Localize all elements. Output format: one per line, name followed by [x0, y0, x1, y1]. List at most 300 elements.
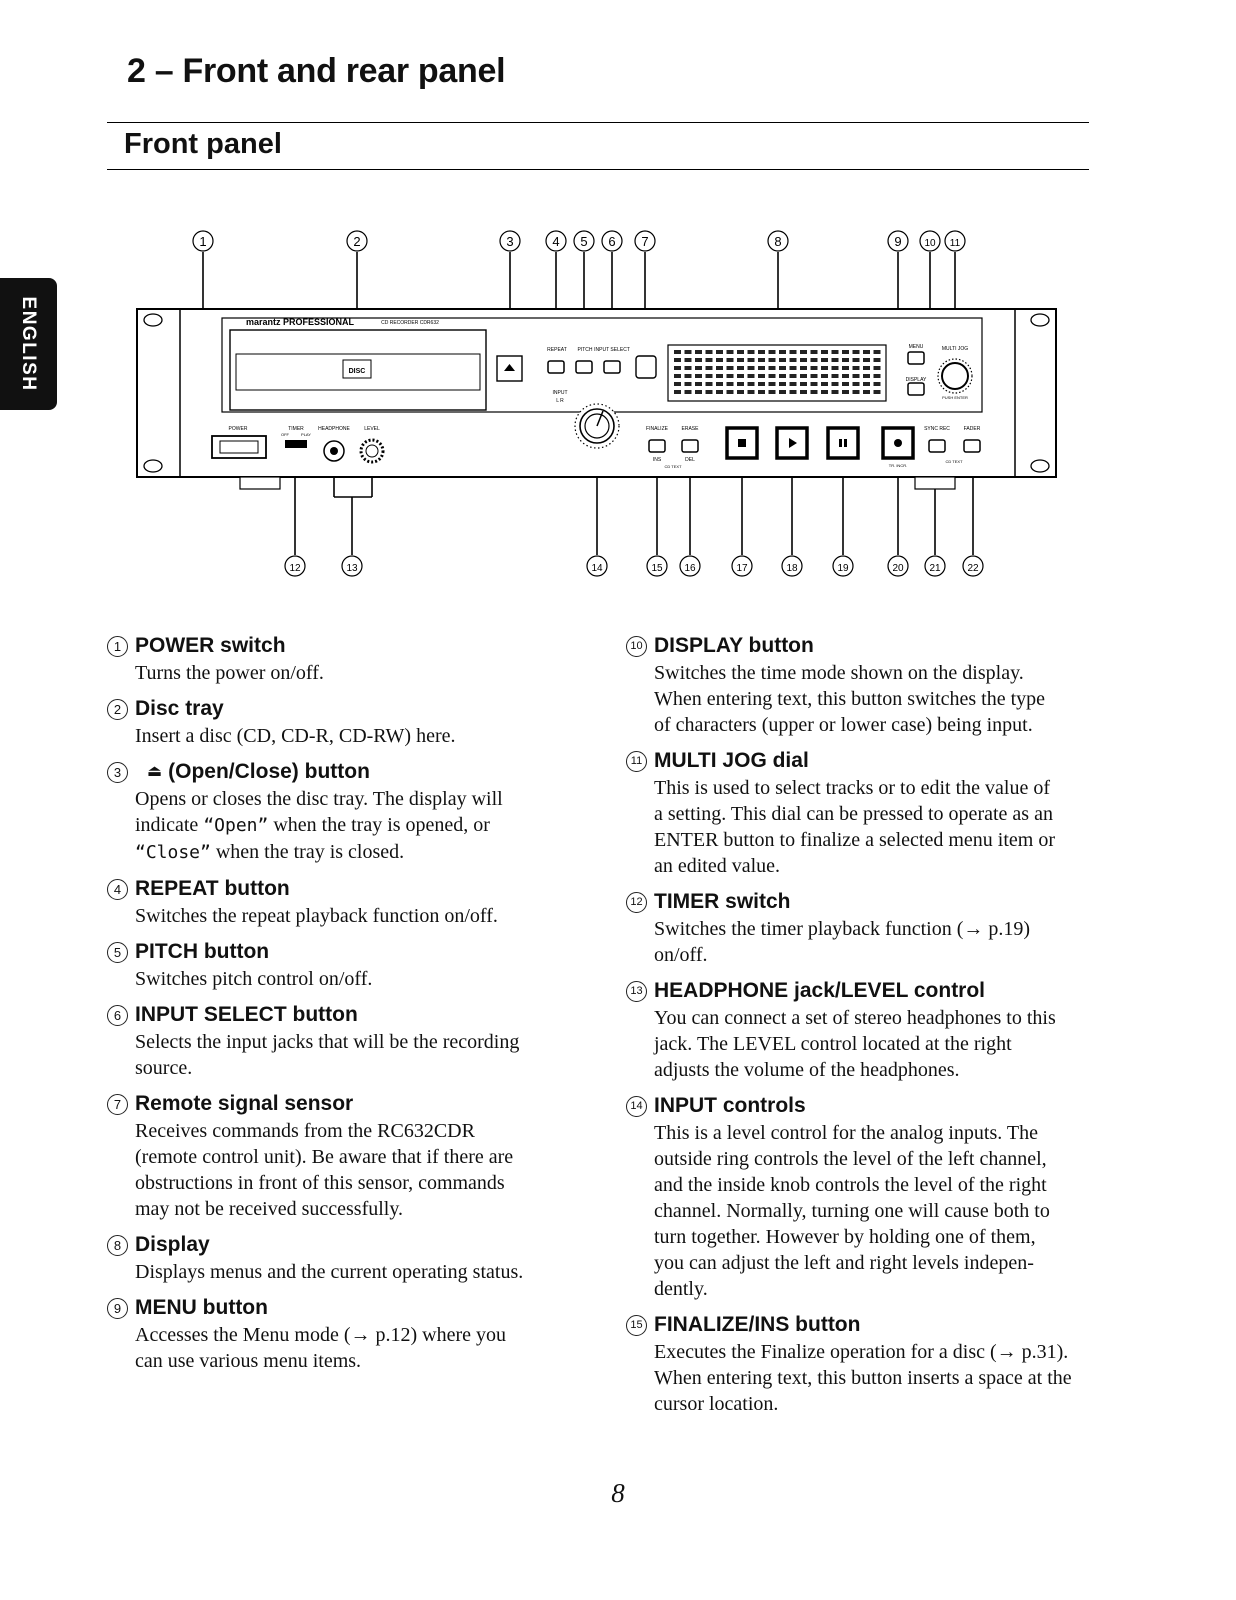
menu-label: MENU: [908, 344, 924, 350]
callout-number-22: 22: [967, 563, 979, 574]
item-number: 5: [107, 942, 128, 963]
display-segment: [769, 390, 776, 394]
display-segment: [685, 390, 692, 394]
model-label: CD RECORDER CDR632: [381, 320, 439, 326]
item-number: 2: [107, 699, 128, 720]
cd-text-label-left: CD TEXT: [664, 464, 682, 469]
display-segment: [674, 382, 681, 386]
menu-button: [908, 352, 924, 364]
item-1: [107, 632, 567, 686]
display-segment: [842, 390, 849, 394]
display-segment: [685, 382, 692, 386]
display-segment: [695, 366, 702, 370]
description-line: you can adjust the left and right levels indepen-: [654, 1252, 1034, 1274]
display-segment: [769, 382, 776, 386]
item-6: [107, 1001, 567, 1081]
item-title: PITCH button: [135, 940, 270, 963]
item-heading: [107, 1294, 567, 1322]
display-segment: [716, 374, 723, 378]
pause-icon: [839, 439, 842, 447]
callout-number-14: 14: [591, 563, 603, 574]
mount-hole: [1031, 460, 1049, 472]
display-segment: [769, 350, 776, 354]
item-title: POWER switch: [135, 634, 286, 657]
description-line: Selects the input jacks that will be the recording: [135, 1031, 520, 1053]
callout-number-9: 9: [894, 234, 902, 249]
pause-icon: [844, 439, 847, 447]
display-segment: [674, 390, 681, 394]
headphone-jack-hole: [330, 447, 338, 455]
item-description: [654, 660, 1086, 738]
item-heading: [107, 632, 567, 660]
item-heading: [107, 1001, 567, 1029]
display-segment: [821, 350, 828, 354]
subsection-title: Front panel: [124, 128, 282, 160]
item-heading: [107, 695, 567, 723]
description-line: cursor location.: [654, 1393, 779, 1415]
display-segment: [790, 374, 797, 378]
item-title: REPEAT button: [135, 877, 290, 900]
display-segment: [727, 350, 734, 354]
description-line: Switches the time mode shown on the display.: [654, 662, 1024, 684]
display-segment: [842, 374, 849, 378]
description-line: of characters (upper or lower case) being input.: [654, 714, 1033, 736]
item-heading: [107, 938, 567, 966]
callout-number-15: 15: [651, 563, 663, 574]
finalize-label: FINALIZE: [646, 426, 668, 432]
sync-rec-button: [929, 440, 945, 452]
display-segment: [863, 374, 870, 378]
description-line: You can connect a set of stereo headphones to this: [654, 1007, 1056, 1029]
item-description: [135, 660, 567, 686]
multi-jog-label: MULTI JOG: [941, 346, 969, 352]
input-label: INPUT: [552, 390, 568, 396]
item-description: [654, 1120, 1086, 1302]
erase-label: ERASE: [681, 426, 699, 432]
item-number: 11: [626, 751, 647, 772]
display-button: [908, 383, 924, 395]
device-front-panel: [137, 309, 1056, 489]
callout-number-8: 8: [774, 234, 782, 249]
description-line: ENTER button to finalize a selected menu item or: [654, 829, 1055, 851]
item-description: [135, 966, 567, 992]
display-segment: [685, 366, 692, 370]
item-title: FINALIZE/INS button: [654, 1313, 861, 1336]
display-segment: [811, 390, 818, 394]
display-segment: [853, 374, 860, 378]
description-text: “Close”: [135, 842, 211, 863]
display-segment: [811, 358, 818, 362]
item-title: HEADPHONE jack/LEVEL control: [654, 979, 986, 1002]
item-number: 14: [626, 1096, 647, 1117]
mount-hole: [1031, 314, 1049, 326]
display-segment: [769, 366, 776, 370]
display-segment: [863, 366, 870, 370]
display-segment: [748, 374, 755, 378]
language-tab-label: ENGLISH: [18, 296, 39, 392]
item-number: 13: [626, 981, 647, 1002]
item-title: INPUT SELECT button: [135, 1003, 358, 1026]
item-title: TIMER switch: [654, 890, 791, 913]
display-segment: [758, 374, 765, 378]
display-segment: [790, 350, 797, 354]
description-text: Opens or closes the disc tray. The display will: [135, 788, 503, 810]
display-segment: [842, 382, 849, 386]
callout-number-16: 16: [684, 563, 696, 574]
item-number: 6: [107, 1005, 128, 1026]
display-segment: [674, 358, 681, 362]
item-number: 8: [107, 1235, 128, 1256]
display-segment: [706, 390, 713, 394]
item-3: [107, 758, 567, 866]
display-segment: [779, 358, 786, 362]
pause-button: [828, 428, 858, 458]
item-14: [626, 1092, 1086, 1302]
item-8: [107, 1231, 567, 1285]
item-description: [135, 1259, 567, 1285]
description-text: indicate: [135, 814, 204, 836]
description-line: Switches pitch control on/off.: [135, 968, 373, 990]
item-number: 10: [626, 636, 647, 657]
level-label: LEVEL: [364, 426, 380, 432]
description-line: an edited value.: [654, 855, 781, 877]
display-segment: [769, 358, 776, 362]
timer-switch: [285, 440, 307, 448]
display-segment: [685, 358, 692, 362]
item-heading: [107, 758, 567, 786]
callout-number-18: 18: [786, 563, 798, 574]
display-segment: [821, 374, 828, 378]
multi-jog-dial: [942, 363, 968, 389]
item-11: [626, 747, 1086, 879]
page-number: 8: [611, 1478, 625, 1508]
erase-button: [682, 440, 698, 452]
display-segment: [695, 382, 702, 386]
repeat-button: [548, 361, 564, 373]
left-description-column: [107, 632, 567, 1383]
description-line: obstructions in front of this sensor, commands: [135, 1172, 505, 1194]
display-segment: [779, 366, 786, 370]
stop-icon: [738, 439, 746, 447]
display-segment: [716, 366, 723, 370]
display-segment: [853, 350, 860, 354]
fader-label: FADER: [963, 426, 981, 432]
timer-play-label: PLAY: [301, 432, 311, 437]
callout-number-7: 7: [641, 234, 649, 249]
display-segment: [716, 358, 723, 362]
callout-number-10: 10: [924, 238, 936, 249]
item-13: [626, 977, 1086, 1083]
brand-label: marantz PROFESSIONAL: [245, 317, 355, 327]
display-segment: [874, 350, 881, 354]
input-select-label: INPUT SELECT: [594, 347, 630, 353]
display-segment: [874, 374, 881, 378]
display-segment: [716, 350, 723, 354]
timer-label: TIMER: [288, 426, 304, 432]
description-line: When entering text, this button switches the type: [654, 688, 1046, 710]
display-segment: [832, 350, 839, 354]
display-segment: [790, 382, 797, 386]
item-title: MENU button: [135, 1296, 268, 1319]
display-segment: [821, 390, 828, 394]
ins-label: INS: [652, 457, 662, 463]
description-line: channel. Normally, turning one will cause both to: [654, 1200, 1050, 1222]
display-segment: [758, 358, 765, 362]
top-callouts: [193, 231, 965, 251]
display-segment: [853, 358, 860, 362]
display-segment: [758, 390, 765, 394]
foot-right: [915, 477, 955, 489]
item-2: [107, 695, 567, 749]
display-segment: [706, 382, 713, 386]
finalize-button: [649, 440, 665, 452]
description-line: Displays menus and the current operating status.: [135, 1261, 524, 1283]
callout-number-5: 5: [580, 234, 588, 249]
push-enter-label: PUSH ENTER: [942, 395, 968, 400]
input-lr-label: L R: [556, 398, 564, 404]
item-heading: [626, 888, 1086, 916]
callout-number-12: 12: [289, 563, 301, 574]
display-segment: [727, 390, 734, 394]
description-line: can use various menu items.: [135, 1350, 362, 1372]
display-segment: [685, 350, 692, 354]
callout-number-1: 1: [199, 234, 207, 249]
item-title: (Open/Close) button: [168, 760, 370, 783]
timer-off-label: OFF: [281, 432, 289, 437]
item-description: [135, 786, 567, 866]
display-segment: [706, 350, 713, 354]
description-line: source.: [135, 1057, 193, 1079]
item-heading: [626, 632, 1086, 660]
item-heading: [626, 1311, 1086, 1339]
item-number: 1: [107, 636, 128, 657]
display-segment: [779, 382, 786, 386]
display-segment: [811, 350, 818, 354]
item-title: Remote signal sensor: [135, 1092, 354, 1115]
bottom-callouts: [285, 556, 983, 576]
item-description: [654, 916, 1086, 968]
item-5: [107, 938, 567, 992]
display-segment: [842, 358, 849, 362]
display-segment: [821, 358, 828, 362]
display-segment: [863, 382, 870, 386]
display-segment: [779, 390, 786, 394]
display-segment: [863, 358, 870, 362]
level-knob-center: [366, 445, 378, 457]
display-segment: [832, 358, 839, 362]
item-description: [654, 1005, 1086, 1083]
item-description: [135, 1322, 567, 1374]
display-segment: [800, 358, 807, 362]
display-segment: [832, 374, 839, 378]
description-text: when the tray is closed.: [210, 841, 405, 863]
display-segment: [706, 374, 713, 378]
description-line: Switches the repeat playback function on/off.: [135, 905, 498, 927]
mount-hole: [144, 460, 162, 472]
display-segment: [727, 366, 734, 370]
display-segment: [685, 374, 692, 378]
description-line: Insert a disc (CD, CD-R, CD-RW) here.: [135, 725, 456, 747]
item-12: [626, 888, 1086, 968]
display-segment: [674, 374, 681, 378]
display-segment: [769, 374, 776, 378]
foot-left: [240, 477, 280, 489]
item-number: 7: [107, 1094, 128, 1115]
callout-number-3: 3: [506, 234, 514, 249]
display-segment: [811, 366, 818, 370]
description-line: Accesses the Menu mode (→ p.12) where you: [135, 1324, 507, 1346]
display-segment: [842, 350, 849, 354]
input-select-button: [604, 361, 620, 373]
pitch-label: PITCH: [577, 347, 593, 353]
display-segment: [790, 366, 797, 370]
description-line: Receives commands from the RC632CDR: [135, 1120, 475, 1142]
display-segment: [832, 390, 839, 394]
item-number: 3: [107, 762, 128, 783]
fader-button: [964, 440, 980, 452]
item-title: MULTI JOG dial: [654, 749, 809, 772]
description-line: Turns the power on/off.: [135, 662, 324, 684]
description-line: on/off.: [654, 944, 708, 966]
display-segment: [748, 350, 755, 354]
right-description-column: [626, 632, 1086, 1426]
item-7: [107, 1090, 567, 1222]
item-title: Display: [135, 1233, 210, 1256]
power-label: POWER: [228, 426, 248, 432]
item-heading: [107, 1231, 567, 1259]
callout-number-6: 6: [608, 234, 616, 249]
callout-number-11: 11: [949, 238, 961, 249]
callout-number-4: 4: [552, 234, 560, 249]
item-description: [135, 1118, 567, 1222]
display-segment: [737, 366, 744, 370]
description-line: (remote control unit). Be aware that if there are: [135, 1146, 514, 1168]
display-segment: [737, 374, 744, 378]
item-9: [107, 1294, 567, 1374]
description-line: Switches the timer playback function (→ p.19): [654, 918, 1031, 940]
description-text: when the tray is opened, or: [268, 814, 490, 836]
display-segment: [748, 390, 755, 394]
callout-number-2: 2: [353, 234, 361, 249]
display-segment: [758, 382, 765, 386]
item-number: 15: [626, 1315, 647, 1336]
del-label: DEL: [685, 457, 695, 463]
display-segment: [737, 382, 744, 386]
description-line: When entering text, this button inserts a space at the: [654, 1367, 1072, 1389]
display-segment: [748, 358, 755, 362]
mount-hole: [144, 314, 162, 326]
item-title: INPUT controls: [654, 1094, 806, 1117]
display-segment: [737, 350, 744, 354]
display-segment: [800, 390, 807, 394]
display-segment: [674, 366, 681, 370]
display-segment: [832, 382, 839, 386]
description-line: a setting. This dial can be pressed to operate as an: [654, 803, 1053, 825]
display-segment: [821, 366, 828, 370]
sync-rec-label: SYNC REC: [924, 426, 950, 432]
repeat-label: REPEAT: [547, 347, 567, 353]
display-segment: [727, 382, 734, 386]
eject-icon: ⏏: [147, 763, 163, 780]
description-line: turn together. However by holding one of them,: [654, 1226, 1036, 1248]
display-segment: [790, 358, 797, 362]
display-segment: [706, 358, 713, 362]
cd-text-label-right: CD TEXT: [945, 459, 963, 464]
description-text: “Open”: [203, 815, 269, 836]
item-heading: [107, 1090, 567, 1118]
display-button-label: DISPLAY: [905, 377, 927, 383]
display-segment: [695, 358, 702, 362]
display-segment: [748, 366, 755, 370]
display-segment: [748, 382, 755, 386]
remote-sensor: [636, 356, 656, 378]
description-line: This is used to select tracks or to edit the value of: [654, 777, 1051, 799]
record-icon: [894, 439, 902, 447]
item-10: [626, 632, 1086, 738]
display-segment: [695, 390, 702, 394]
display-segment: [821, 382, 828, 386]
display-segment: [790, 390, 797, 394]
display-segment: [800, 350, 807, 354]
section-title: 2 – Front and rear panel: [127, 52, 506, 90]
item-description: [654, 1339, 1086, 1417]
display-segment: [853, 382, 860, 386]
item-title: DISPLAY button: [654, 634, 814, 657]
display-segment: [853, 366, 860, 370]
description-line: Executes the Finalize operation for a disc (→ p.31).: [654, 1341, 1069, 1363]
description-line: jack. The LEVEL control located at the right: [654, 1033, 1012, 1055]
item-heading: [107, 875, 567, 903]
display-segment: [874, 358, 881, 362]
display-segment: [674, 350, 681, 354]
disc-logo-text: DISC: [348, 368, 366, 375]
display-segment: [716, 390, 723, 394]
display-segment: [874, 390, 881, 394]
display-segment: [779, 350, 786, 354]
item-4: [107, 875, 567, 929]
item-heading: [626, 747, 1086, 775]
display-segment: [853, 390, 860, 394]
tr-incr-label: TR. INCR.: [888, 463, 908, 468]
display-segment: [842, 366, 849, 370]
item-heading: [626, 1092, 1086, 1120]
display-segment: [737, 390, 744, 394]
description-line: dently.: [654, 1278, 708, 1300]
item-description: [654, 775, 1086, 879]
callout-number-17: 17: [736, 563, 748, 574]
description-line: This is a level control for the analog inputs. The: [654, 1122, 1038, 1144]
display-segment: [695, 374, 702, 378]
item-number: 9: [107, 1298, 128, 1319]
display-segment: [800, 382, 807, 386]
item-description: [135, 903, 567, 929]
item-number: 12: [626, 892, 647, 913]
display-segment: [874, 366, 881, 370]
pitch-button: [576, 361, 592, 373]
headphone-label: HEADPHONE: [318, 426, 350, 432]
item-description: [135, 1029, 567, 1081]
power-switch-inner: [220, 441, 258, 453]
item-number: 4: [107, 879, 128, 900]
display-segment: [863, 390, 870, 394]
description-line: and the inside knob controls the level of the right: [654, 1174, 1047, 1196]
display-segment: [716, 382, 723, 386]
display-segment: [832, 366, 839, 370]
display-segment: [800, 366, 807, 370]
callout-number-13: 13: [346, 563, 358, 574]
display-segment: [863, 350, 870, 354]
display-segment: [874, 382, 881, 386]
